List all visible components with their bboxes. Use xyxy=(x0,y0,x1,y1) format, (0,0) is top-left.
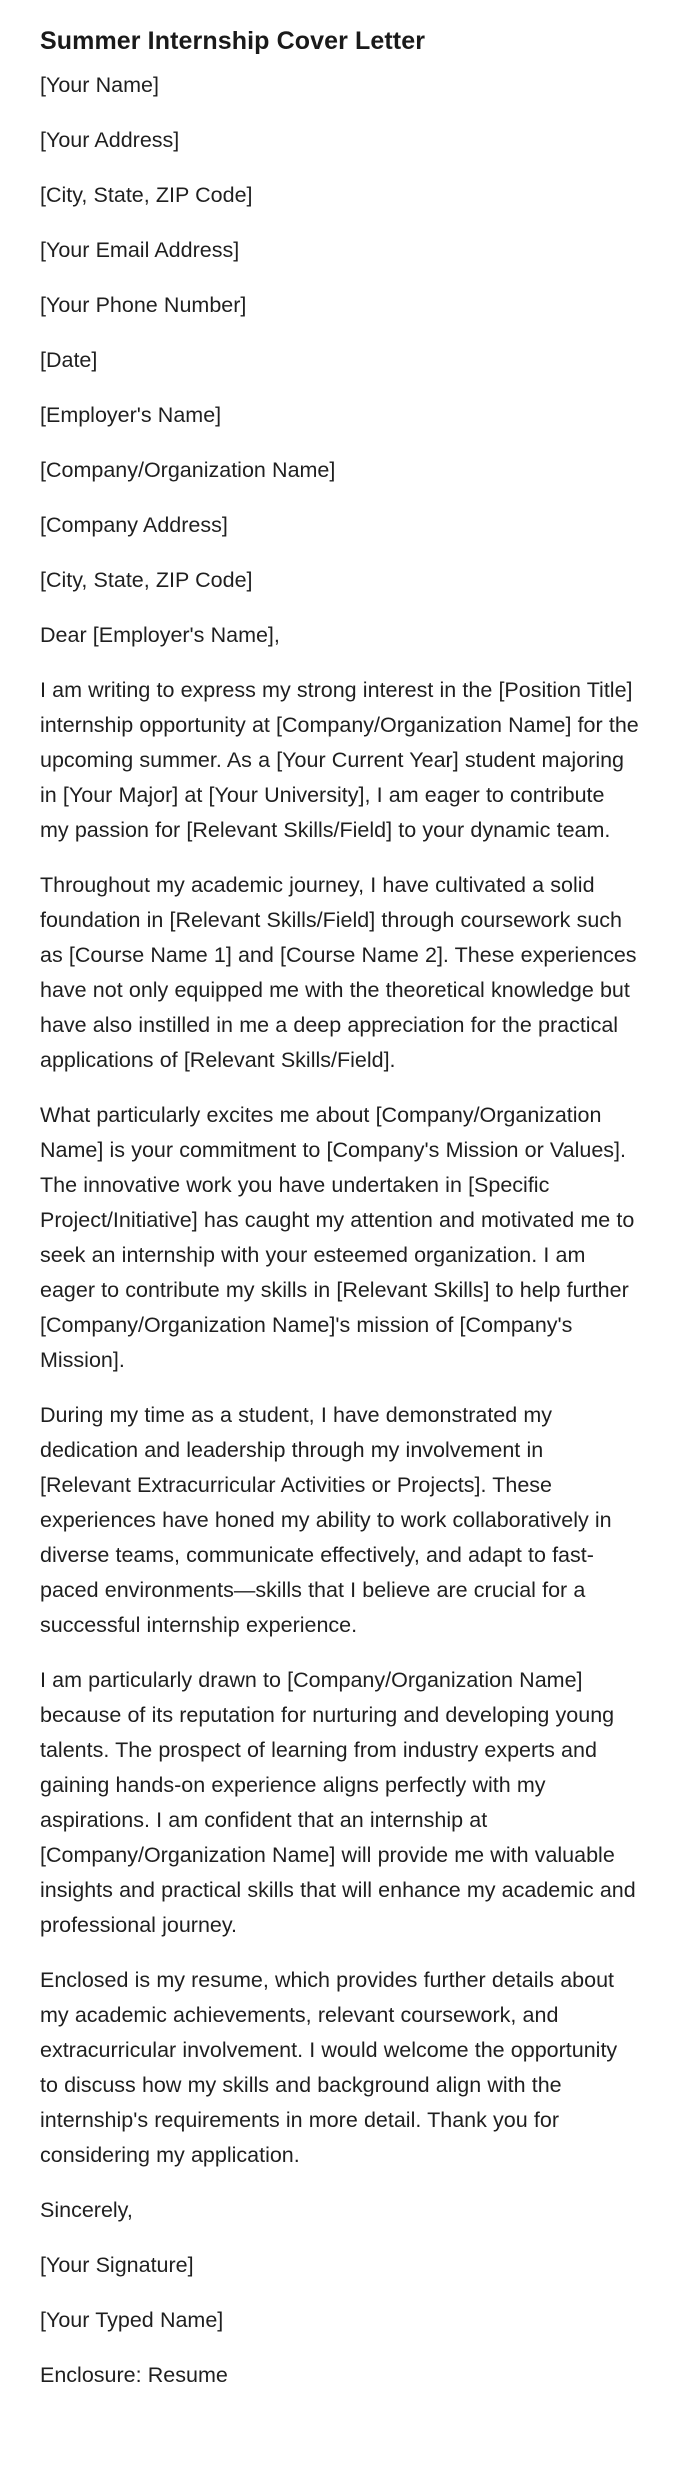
salutation: Dear [Employer's Name], xyxy=(40,623,280,647)
body-paragraph-reputation: I am particularly drawn to [Company/Organization Name] because of its reputation for nurturing and developing young talents. The prospect of learning from industry experts and gaining hands-on experience aligns perfectly with my aspirations. I am confident that an internship at [Company/Organization Name] will provide me with valuable insights and practical skills that will enhance my academic and professional journey. xyxy=(40,1668,636,1937)
recipient-employer-name-line: [Employer's Name] xyxy=(40,403,222,427)
body-paragraph-leadership: During my time as a student, I have demonstrated my dedication and leadership through my involvement in [Relevant Extracurricular Activities or Projects]. These experiences have honed my ability to work collaboratively in diverse teams, communicate effectively, and adapt to fast-paced environments—skills that I believe are crucial for a successful internship experience. xyxy=(40,1403,612,1637)
body-paragraph-company-interest: What particularly excites me about [Company/Organization Name] is your commitment to [Company's Mission or Values]. The innovative work you have undertaken in [Specific Project/Initiative] has caught my attention and motivated me to seek an internship with your esteemed organization. I am eager to contribute my skills in [Relevant Skills] to help further [Company/Organization Name]'s mission of [Company's Mission]. xyxy=(40,1103,635,1372)
enclosure-line: Enclosure: Resume xyxy=(40,2363,228,2387)
closing: Sincerely, xyxy=(40,2198,133,2222)
sender-name-line: [Your Name] xyxy=(40,73,159,97)
recipient-city-state-zip-line: [City, State, ZIP Code] xyxy=(40,568,253,592)
recipient-company-address-line: [Company Address] xyxy=(40,513,228,537)
recipient-company-name-line: [Company/Organization Name] xyxy=(40,458,336,482)
body-paragraph-academics: Throughout my academic journey, I have cultivated a solid foundation in [Relevant Skills/Field] through coursework such as [Course Name 1] and [Course Name 2]. These experiences have not only equipped me with the theoretical knowledge but have also instilled in me a deep appreciation for the practical applications of [Relevant Skills/Field]. xyxy=(40,873,637,1072)
body-paragraph-intro: I am writing to express my strong interest in the [Position Title] internship opportunity at [Company/Organization Name] for the upcoming summer. As a [Your Current Year] student majoring in [Your Major] at [Your University], I am eager to contribute my passion for [Relevant Skills/Field] to your dynamic team. xyxy=(40,678,639,842)
sender-address-line: [Your Address] xyxy=(40,128,180,152)
signature-line: [Your Signature] xyxy=(40,2253,194,2277)
sender-email-line: [Your Email Address] xyxy=(40,238,240,262)
typed-name-line: [Your Typed Name] xyxy=(40,2308,224,2332)
document-title: Summer Internship Cover Letter xyxy=(40,27,426,55)
body-paragraph-resume-thanks: Enclosed is my resume, which provides further details about my academic achievements, relevant coursework, and extracurricular involvement. I would welcome the opportunity to discuss how my skills and background align with the internship's requirements in more detail. Thank you for considering my application. xyxy=(40,1968,618,2167)
date-line: [Date] xyxy=(40,348,98,372)
sender-phone-line: [Your Phone Number] xyxy=(40,293,247,317)
sender-city-state-zip-line: [City, State, ZIP Code] xyxy=(40,183,253,207)
